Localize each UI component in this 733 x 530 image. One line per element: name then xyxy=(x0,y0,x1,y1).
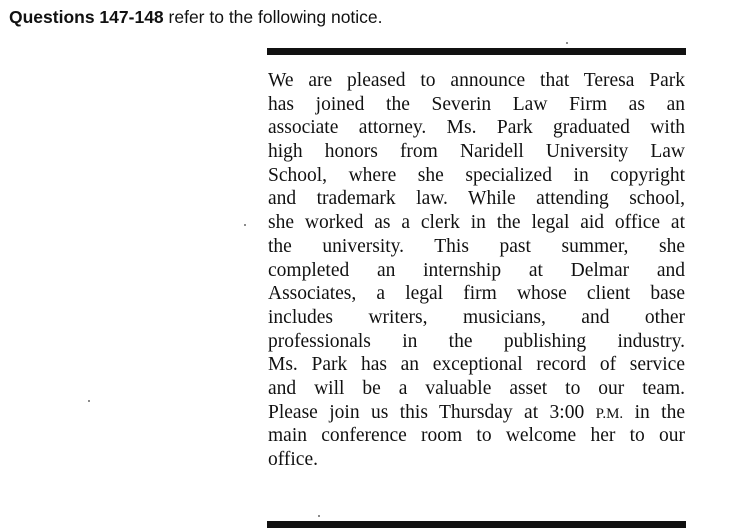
notice-body xyxy=(268,69,685,472)
notice-line: Ms. Park has an exceptional record of service xyxy=(268,354,685,376)
question-range: Questions 147-148 xyxy=(9,7,164,27)
notice-bottom-rule xyxy=(267,521,686,528)
notice-line: and will be a valuable asset to our team. xyxy=(268,377,685,399)
question-intro: refer to the following notice. xyxy=(163,7,383,27)
notice-line: We are pleased to announce that Teresa Park xyxy=(268,70,685,91)
notice-line: the university. This past summer, she xyxy=(268,235,685,257)
scan-speck xyxy=(244,224,246,226)
notice-line: School, where she specialized in copyright xyxy=(268,164,685,186)
notice-line: and trademark law. While attending school, xyxy=(268,188,685,210)
notice-line: high honors from Naridell University Law xyxy=(268,141,685,163)
notice-top-rule xyxy=(267,48,686,55)
notice-line: office. xyxy=(268,449,318,470)
notice-line: associate attorney. Ms. Park graduated with xyxy=(268,117,685,139)
notice-line: main conference room to welcome her to our xyxy=(268,425,685,447)
notice-line: completed an internship at Delmar and xyxy=(268,259,685,281)
notice-line: includes writers, musicians, and other xyxy=(268,306,685,328)
scan-speck xyxy=(318,515,320,517)
notice-line: Associates, a legal firm whose client base xyxy=(268,283,685,305)
question-header xyxy=(9,7,383,28)
scan-speck xyxy=(88,400,90,402)
notice-line: Please join us this Thursday at 3:00 P.M. in the xyxy=(268,401,685,423)
scan-speck xyxy=(566,42,568,44)
notice-line: she worked as a clerk in the legal aid office at xyxy=(268,212,685,234)
notice-line: professionals in the publishing industry. xyxy=(268,330,685,352)
notice-line: has joined the Severin Law Firm as an xyxy=(268,93,685,115)
